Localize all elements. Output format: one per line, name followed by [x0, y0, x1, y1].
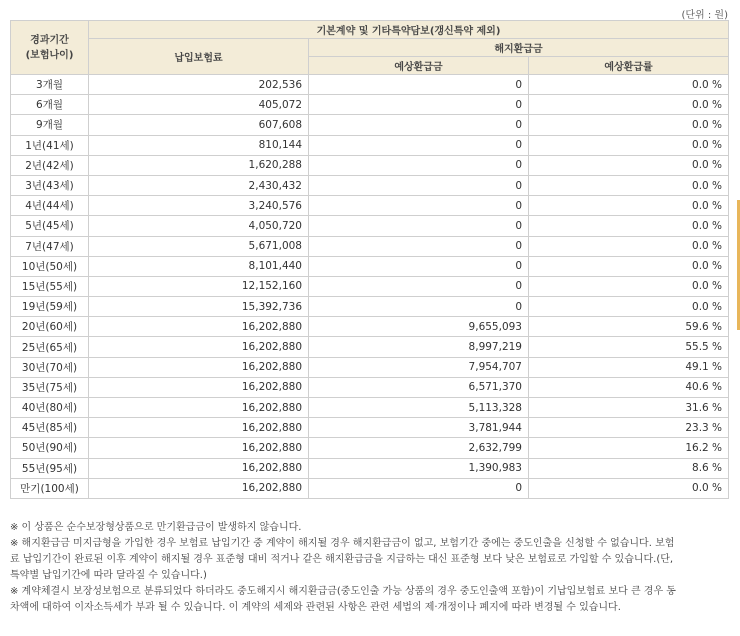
note-line: 차액에 대하여 이자소득세가 부과 될 수 있습니다. 이 계약의 세제와 관련된 사항은 관련 세법의 제·개정이나 폐지에 따라 변경될 수 있습니다. — [10, 602, 621, 613]
period-cell: 3년(43세) — [11, 175, 89, 195]
note-line: ※ 계약체결시 보장성보험으로 분류되었다 하더라도 중도해지시 해지환급금(중도인출 가능 상품의 경우 중도인출액 포함)이 기납입보험료 보다 큰 경우 동 — [10, 586, 676, 597]
refund-cell: 0 — [309, 276, 529, 296]
rate-cell: 40.6 % — [529, 377, 729, 397]
refund-cell: 0 — [309, 236, 529, 256]
premium-cell: 4,050,720 — [89, 216, 309, 236]
table-row — [11, 377, 729, 397]
refund-cell: 3,781,944 — [309, 418, 529, 438]
refund-cell: 9,655,093 — [309, 317, 529, 337]
period-cell: 7년(47세) — [11, 236, 89, 256]
rate-cell: 0.0 % — [529, 236, 729, 256]
rate-cell: 0.0 % — [529, 478, 729, 498]
note-line: 료 납입기간이 완료된 이후 계약이 해지될 경우 표준형 대비 적거나 같은 해지환급금을 지급하는 대신 표준형 보다 낮은 보험료로 가입할 수 있습니다.(단, — [10, 554, 674, 565]
note-line: 특약별 납입기간에 따라 달라질 수 있습니다.) — [10, 570, 207, 581]
refund-group-header: 해지환급금 — [309, 39, 729, 57]
premium-cell: 16,202,880 — [89, 377, 309, 397]
refund-cell: 0 — [309, 478, 529, 498]
refund-cell: 8,997,219 — [309, 337, 529, 357]
table-row — [11, 135, 729, 155]
period-cell: 3개월 — [11, 75, 89, 95]
premium-cell: 16,202,880 — [89, 418, 309, 438]
premium-cell: 16,202,880 — [89, 398, 309, 418]
note-line: ※ 해지환급금 미지급형을 가입한 경우 보험료 납입기간 중 계약이 해지될 경우 해지환급금이 없고, 보험기간 중에는 중도인출을 신청할 수 없습니다. 보험 — [10, 538, 675, 549]
table-row — [11, 317, 729, 337]
rate-cell: 0.0 % — [529, 135, 729, 155]
premium-cell: 16,202,880 — [89, 357, 309, 377]
refund-cell: 2,632,799 — [309, 438, 529, 458]
rate-cell: 0.0 % — [529, 75, 729, 95]
premium-cell: 810,144 — [89, 135, 309, 155]
rate-cell: 0.0 % — [529, 256, 729, 276]
period-cell: 1년(41세) — [11, 135, 89, 155]
table-row — [11, 196, 729, 216]
premium-cell: 16,202,880 — [89, 337, 309, 357]
refund-cell: 0 — [309, 115, 529, 135]
table-row — [11, 458, 729, 478]
rate-cell: 0.0 % — [529, 196, 729, 216]
table-row — [11, 155, 729, 175]
premium-header: 납입보험료 — [89, 39, 309, 75]
refund-cell: 0 — [309, 175, 529, 195]
rate-cell: 0.0 % — [529, 276, 729, 296]
table-header — [11, 21, 729, 75]
period-header: 경과기간 (보험나이) — [11, 21, 89, 75]
rate-cell: 59.6 % — [529, 317, 729, 337]
table-row — [11, 95, 729, 115]
rate-cell: 0.0 % — [529, 175, 729, 195]
premium-cell: 202,536 — [89, 75, 309, 95]
table-body — [11, 75, 729, 499]
table-row — [11, 236, 729, 256]
rate-cell: 55.5 % — [529, 337, 729, 357]
period-cell: 만기(100세) — [11, 478, 89, 498]
table-row — [11, 357, 729, 377]
refund-cell: 0 — [309, 256, 529, 276]
period-cell: 19년(59세) — [11, 297, 89, 317]
refund-cell: 0 — [309, 216, 529, 236]
rate-cell: 0.0 % — [529, 115, 729, 135]
period-cell: 15년(55세) — [11, 276, 89, 296]
refund-rate-header: 예상환급률 — [529, 57, 729, 75]
unit-label: (단위 : 원) — [681, 10, 728, 21]
period-cell: 40년(80세) — [11, 398, 89, 418]
refund-cell: 5,113,328 — [309, 398, 529, 418]
refund-cell: 0 — [309, 297, 529, 317]
rate-cell: 23.3 % — [529, 418, 729, 438]
table-row — [11, 418, 729, 438]
table-row — [11, 398, 729, 418]
premium-cell: 1,620,288 — [89, 155, 309, 175]
premium-cell: 16,202,880 — [89, 317, 309, 337]
refund-cell: 6,571,370 — [309, 377, 529, 397]
rate-cell: 0.0 % — [529, 155, 729, 175]
table-row — [11, 175, 729, 195]
period-cell: 25년(65세) — [11, 337, 89, 357]
period-cell: 10년(50세) — [11, 256, 89, 276]
period-cell: 45년(85세) — [11, 418, 89, 438]
premium-cell: 2,430,432 — [89, 175, 309, 195]
table-row — [11, 75, 729, 95]
period-cell: 35년(75세) — [11, 377, 89, 397]
period-cell: 2년(42세) — [11, 155, 89, 175]
period-cell: 50년(90세) — [11, 438, 89, 458]
refund-cell: 0 — [309, 155, 529, 175]
period-cell: 55년(95세) — [11, 458, 89, 478]
refund-cell: 0 — [309, 75, 529, 95]
rate-cell: 31.6 % — [529, 398, 729, 418]
period-cell: 5년(45세) — [11, 216, 89, 236]
rate-cell: 49.1 % — [529, 357, 729, 377]
table-row — [11, 256, 729, 276]
refund-cell: 0 — [309, 95, 529, 115]
rate-cell: 8.6 % — [529, 458, 729, 478]
period-cell: 4년(44세) — [11, 196, 89, 216]
premium-cell: 16,202,880 — [89, 458, 309, 478]
rate-cell: 0.0 % — [529, 95, 729, 115]
premium-cell: 3,240,576 — [89, 196, 309, 216]
period-cell: 9개월 — [11, 115, 89, 135]
notes — [10, 520, 730, 616]
table-row — [11, 438, 729, 458]
period-cell: 6개월 — [11, 95, 89, 115]
rate-cell: 0.0 % — [529, 297, 729, 317]
table-row — [11, 297, 729, 317]
premium-cell: 405,072 — [89, 95, 309, 115]
premium-cell: 5,671,008 — [89, 236, 309, 256]
refund-cell: 0 — [309, 135, 529, 155]
rate-cell: 16.2 % — [529, 438, 729, 458]
premium-cell: 15,392,736 — [89, 297, 309, 317]
period-cell: 30년(70세) — [11, 357, 89, 377]
refund-cell: 7,954,707 — [309, 357, 529, 377]
premium-cell: 16,202,880 — [89, 478, 309, 498]
refund-amount-header: 예상환급금 — [309, 57, 529, 75]
table-row — [11, 337, 729, 357]
refund-cell: 0 — [309, 196, 529, 216]
premium-cell: 12,152,160 — [89, 276, 309, 296]
note-line: ※ 이 상품은 순수보장형상품으로 만기환급금이 발생하지 않습니다. — [10, 522, 302, 533]
premium-cell: 16,202,880 — [89, 438, 309, 458]
group-header: 기본계약 및 기타특약담보(갱신특약 제외) — [89, 21, 729, 39]
refund-cell: 1,390,983 — [309, 458, 529, 478]
rate-cell: 0.0 % — [529, 216, 729, 236]
period-cell: 20년(60세) — [11, 317, 89, 337]
table-row — [11, 216, 729, 236]
premium-cell: 8,101,440 — [89, 256, 309, 276]
table-row — [11, 115, 729, 135]
premium-cell: 607,608 — [89, 115, 309, 135]
table-row — [11, 276, 729, 296]
table-row — [11, 478, 729, 498]
refund-table — [10, 20, 729, 499]
